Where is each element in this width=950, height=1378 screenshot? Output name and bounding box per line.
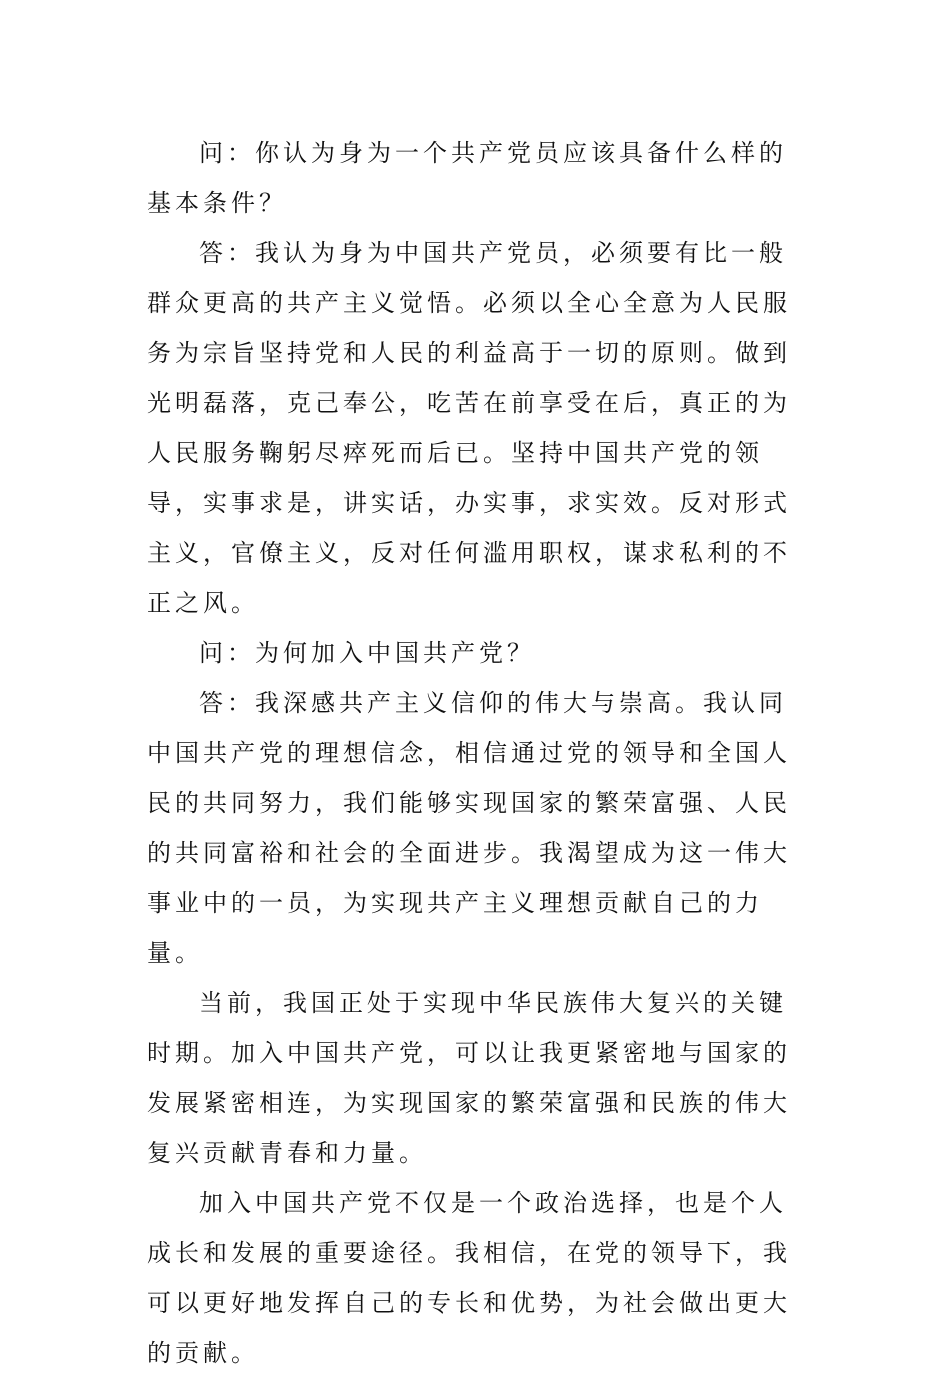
document-body <box>147 128 809 1378</box>
paragraph-answer-2-continued: 当前，我国正处于实现中华民族伟大复兴的关键时期。加入中国共产党，可以让我更紧密地与国家的发展紧密相连，为实现国家的繁荣富强和民族的伟大复兴贡献青春和力量。 <box>147 989 791 1167</box>
paragraph-answer-2-conclusion: 加入中国共产党不仅是一个政治选择，也是个人成长和发展的重要途径。我相信，在党的领导下，我可以更好地发挥自己的专长和优势，为社会做出更大的贡献。 <box>147 1189 791 1367</box>
paragraph-question-1: 问：你认为身为一个共产党员应该具备什么样的基本条件？ <box>147 139 787 217</box>
paragraph-question-2: 问：为何加入中国共产党？ <box>199 639 535 667</box>
paragraph-answer-2: 答：我深感共产主义信仰的伟大与崇高。我认同中国共产党的理想信念，相信通过党的领导和全国人民的共同努力，我们能够实现国家的繁荣富强、人民的共同富裕和社会的全面进步。我渴望成为这一伟大事业中的一员，为实现共产主义理想贡献自己的力量。 <box>147 689 791 967</box>
paragraph-answer-1: 答：我认为身为中国共产党员，必须要有比一般群众更高的共产主义觉悟。必须以全心全意为人民服务为宗旨坚持党和人民的利益高于一切的原则。做到光明磊落，克己奉公，吃苦在前享受在后，真正的为人民服务鞠躬尽瘁死而后已。坚持中国共产党的领导，实事求是，讲实话，办实事，求实效。反对形式主义，官僚主义，反对任何滥用职权，谋求私利的不正之风。 <box>147 239 791 617</box>
